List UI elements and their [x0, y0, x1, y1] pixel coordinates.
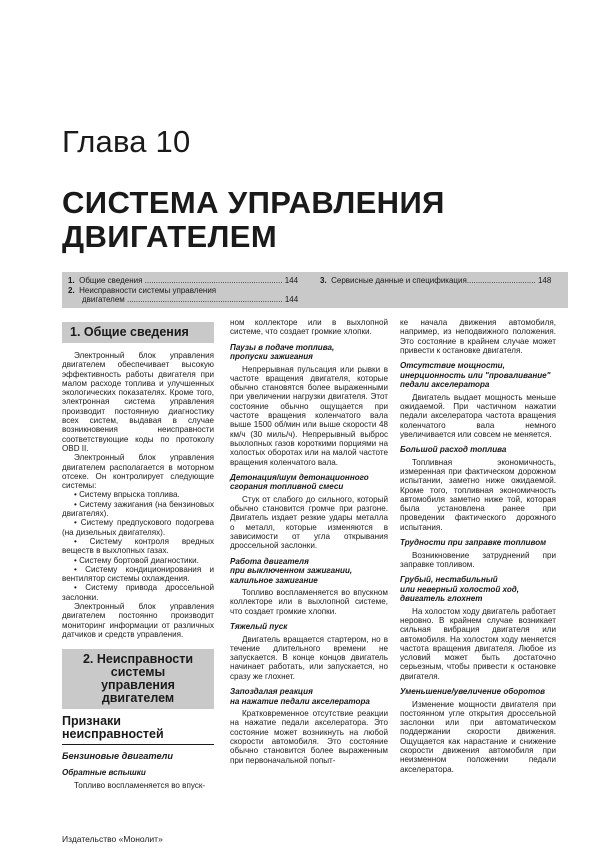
- list-item: • Систему предпускового подогрева (на дизельных двигателях).: [62, 518, 214, 537]
- heading-rough-idle: Грубый, нестабильный или неверный холостой ход, двигатель глохнет: [400, 575, 520, 604]
- paragraph: Кратковременное отсутствие реакции на нажатие педали акселератора. Это состояние может возникнуть на любой скорости автомобиля. Это состояние обычно становится более выраженным при первоначальной попыт-: [230, 709, 388, 765]
- column-1: [62, 322, 214, 790]
- heading-surge: Уменьшение/увеличение оборотов: [400, 687, 546, 697]
- paragraph: Электронный блок управления двигателем постоянно производит мониторинг информации от различных датчиков и средств управления.: [62, 602, 214, 639]
- heading-refuel-difficulty: Трудности при заправке топливом: [400, 538, 547, 548]
- list-item: • Систему зажигания (на бензиновых двигателях).: [62, 499, 214, 519]
- chapter-label: Глава 10: [62, 124, 191, 159]
- list-item: • Систему привода дроссельной заслонки.: [62, 583, 214, 602]
- subsection-heading: Признаки неисправностей: [62, 714, 164, 742]
- heading-delayed-response: Запоздалая реакция на нажатие педали акселератора: [230, 687, 370, 706]
- toc-item[interactable]: 3. Сервисные данные и спецификация............................... 148: [320, 276, 552, 285]
- list-item: • Систему кондиционирования и вентилятор системы охлаждения.: [62, 564, 214, 584]
- toc-item[interactable]: 1. Общие сведения .............................................................. 144: [68, 276, 299, 285]
- paragraph: Стук от слабого до сильного, который обычно становится громче при разгоне. Двигатель издает резкие удары металла о металл, которые изменяются в зависимости от угла открывания дроссельной заслонки.: [230, 494, 388, 551]
- heading-detonation: Детонация/шум детонационного сгорания топливной смеси: [230, 472, 369, 492]
- heading-petrol-engines: Бензиновые двигатели: [62, 751, 174, 762]
- list-item: • Систему бортовой диагностики.: [74, 555, 199, 565]
- paragraph: Топливо воспламеняется во впускном коллекторе или в выхлопной системе, что создает громкие хлопки.: [230, 588, 388, 616]
- heading-hard-start: Тяжелый пуск: [230, 622, 288, 632]
- paragraph: Двигатель выдает мощность меньше ожидаемой. При частичном нажатии педали акселератора частота вращения коленчатого вала немного увеличивается или совсем не меняется.: [400, 392, 556, 439]
- heading-fuel-pauses: Паузы в подаче топлива, пропуски зажигания: [230, 342, 335, 362]
- heading-run-on: Работа двигателя при выключенном зажигании, калильное зажигание: [230, 556, 353, 585]
- chapter-title: [62, 186, 445, 254]
- paragraph: Возникновение затруднений при заправке топливом.: [400, 550, 556, 569]
- list-item: • Систему впрыска топлива.: [74, 490, 180, 500]
- toc-item[interactable]: двигателем ...................................................................... 144: [82, 295, 299, 304]
- heading-backfire: Обратные вспышки: [62, 768, 146, 778]
- section-heading-faults: 2. Неисправности системы управления двигателем: [62, 649, 214, 709]
- paragraph: Топливо воспламеняется во впуск-: [74, 780, 206, 790]
- column-3: [400, 318, 556, 774]
- heading-fuel-consumption: Большой расход топлива: [400, 445, 507, 455]
- section-heading-general: 1. Общие сведения: [62, 322, 214, 343]
- paragraph: Непрерывная пульсация или рывки в частоте вращения двигателя, которые обычно становятся более выраженными при увеличении нагрузки двигателя. Этот состояние обычно ощущается при частоте вращения коленчатого вала выше 1500 об/мин или выше скорости 48 км/ч (30 миль/ч). Непрерывный выброс выхлопных газов короткими порциями на холостых оборотах или на малой частоте вращения коленчатого вала.: [230, 364, 388, 467]
- toc-item[interactable]: 2. Неисправности системы управления: [68, 285, 217, 295]
- paragraph: Изменение мощности двигателя при постоянном угле открытия дроссельной заслонки или при автоматическом поддержании скорости движения. Ощущается как нарастание и снижение скорости движения автомобиля при неизменном положении педали акселератора.: [400, 699, 556, 774]
- list-item: • Систему контроля вредных веществ в выхлопных газах.: [62, 536, 214, 556]
- paragraph: Двигатель вращается стартером, но в течение длительного времени не запускается. В конце концов двигатель начинает работать, или запускается, но сразу же глохнет.: [230, 634, 388, 681]
- column-2: [230, 318, 388, 765]
- paragraph: ном коллекторе или в выхлопной системе, что создает громкие хлопки.: [230, 318, 388, 337]
- paragraph: Электронный блок управления двигателем обеспечивает высокую эффективность работы двигателя при малом расходе топлива и улучшенных экологических показателях. Кроме того, электронная система управления производит постоянную диагностику всех систем, выдавая в случае возникновения неисправности соответствующие коды по протоколу OBD II.: [62, 351, 214, 453]
- publisher-footer: Издательство «Монолит»: [62, 834, 163, 844]
- chapter-title-line: СИСТЕМА УПРАВЛЕНИЯ: [62, 185, 445, 220]
- paragraph: На холостом ходу двигатель работает неровно. В крайнем случае возникает сильная вибрация двигателя или автомобиля. На холостом ходу меняется частота вращения двигателя. Любое из условий может быть достаточно серьезным, чтобы привести к остановке двигателя.: [400, 606, 556, 681]
- paragraph: Электронный блок управления двигателем располагается в моторном отсеке. Он контролирует следующие системы:: [62, 453, 214, 491]
- paragraph: ке начала движения автомобиля, например, из неподвижного положения. Это состояние в крайнем случае может привести к остановке двигателя.: [400, 318, 556, 355]
- table-of-contents: [62, 272, 568, 308]
- heading-lack-of-power: Отсутствие мощности, инерционность или "проваливание" педали акселератора: [400, 361, 551, 390]
- chapter-title-line: ДВИГАТЕЛЕМ: [62, 219, 278, 254]
- paragraph: Топливная экономичность, измеренная при фактическом дорожном испытании, заметно ниже ожидаемой. Кроме того, топливная экономичность автомобиля заметно ниже той, которая была установлена ранее при проведении фактического дорожного испытания.: [400, 457, 556, 532]
- divider: [62, 744, 214, 745]
